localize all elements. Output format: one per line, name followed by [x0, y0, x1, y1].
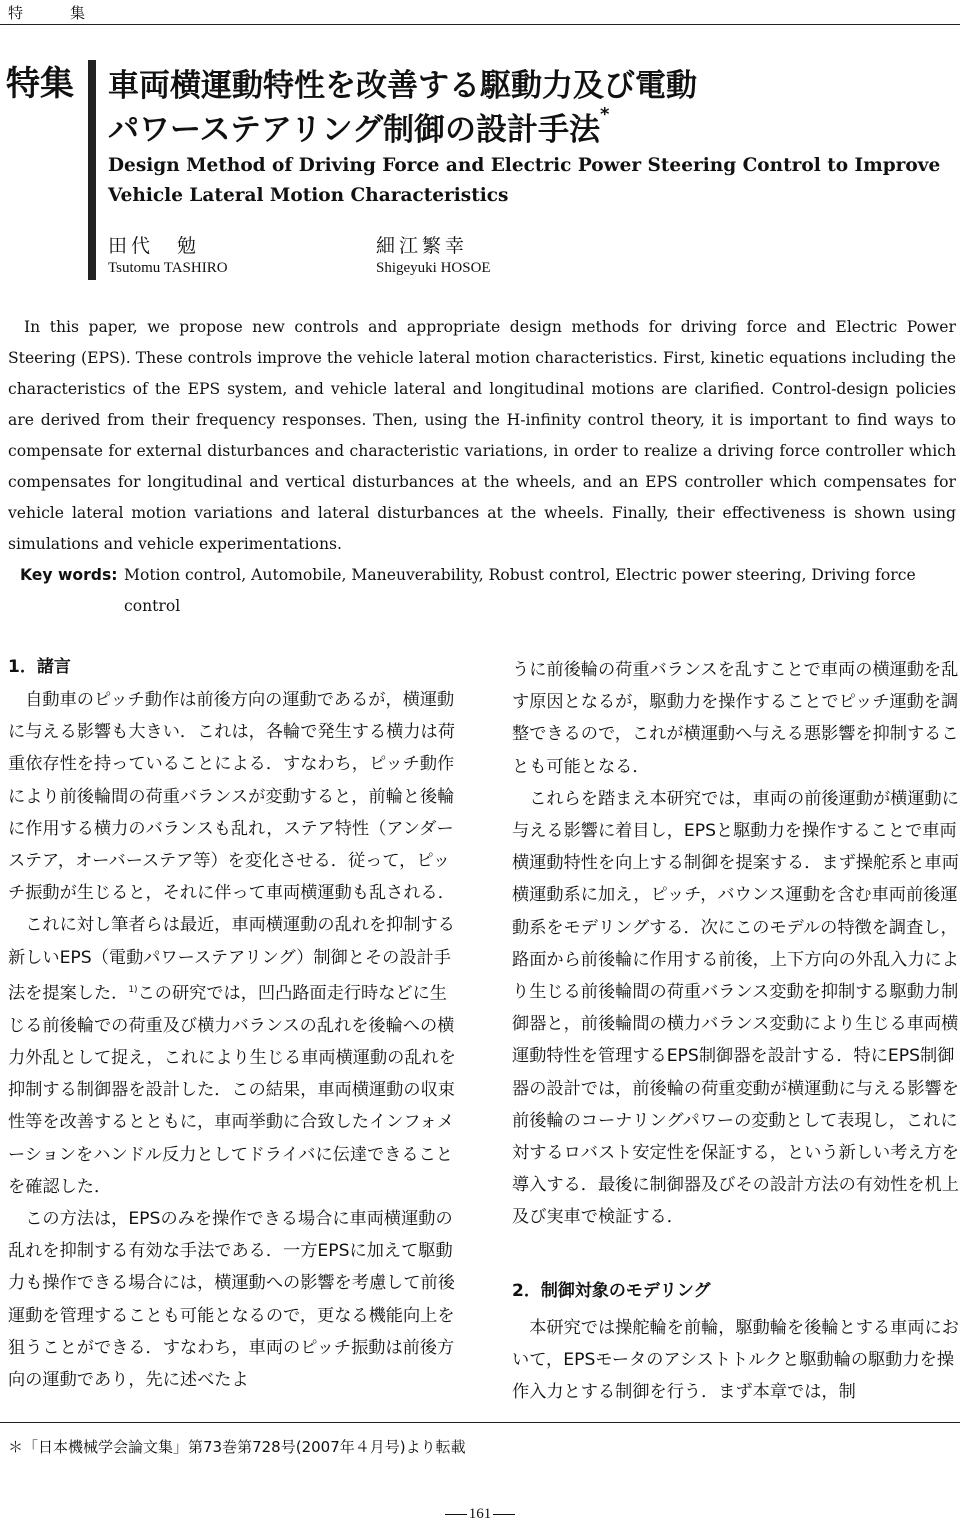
s1-para2: [8, 909, 456, 1203]
page-number-text: 161: [468, 1506, 492, 1522]
title-en-line1: Design Method of Driving Force and Electric Power Steering Control to Improve: [108, 155, 941, 176]
section2-body: [512, 1312, 960, 1409]
s1-para2-text: これに対し筆者らは最近，車両横運動の乱れを抑制する新しいEPS（電動パワーステアリング）制御とその設計手法を提案した．: [8, 915, 455, 1004]
s1-para3: この方法は，EPSのみを操作できる場合に車両横運動の乱れを抑制する有効な手法である．一方EPSに加えて駆動力も操作できる場合には，横運動への影響を考慮して前後運動を管理することも可能となるので，更なる機能向上を狙うことができる．すなわち，車両のピッチ振動は前後方向の運動であり，先に述べたよ: [8, 1208, 455, 1390]
left-column: [8, 684, 456, 1396]
author1-name-ja: 田代 勉: [108, 235, 201, 257]
footnote: ＊「日本機械学会論文集」第73巻第728号(2007年４月号)より転載: [8, 1438, 466, 1456]
right-column: [512, 654, 960, 1234]
feature-mark: 特集: [6, 64, 74, 104]
ref-mark: 1): [128, 984, 138, 995]
author2-name-en: Shigeyuki HOSOE: [376, 260, 491, 276]
keywords: [20, 560, 956, 622]
title-ja-marker: *: [599, 104, 610, 125]
title-bar: [88, 60, 96, 280]
s2-para1: 本研究では操舵輪を前輪，駆動輪を後輪とする車両において，EPSモータのアシストトルクと駆動輪の駆動力を操作入力とする制御を行う．まず本章では，制: [512, 1318, 959, 1403]
title-en-line2: Vehicle Lateral Motion Characteristics: [108, 185, 509, 206]
section1-heading: 1．諸言: [8, 657, 71, 677]
title-ja-line2-text: パワーステアリング制御の設計手法: [108, 112, 600, 148]
abstract: [8, 312, 956, 560]
section2-heading: 2．制御対象のモデリング: [512, 1281, 711, 1301]
s1-cont-para2: これらを踏まえ本研究では，車両の前後運動が横運動に与える影響に着目し，EPSと駆動力を操作することで車両横運動特性を向上する制御を提案する．まず操舵系と車両横運動系に加え，ピッチ，バウンス運動を含む車両前後運動系をモデリングする．次にこのモデルの特徴を調査し，路面から前後輪に作用する前後，上下方向の外乱入力により生じる前後輪間の荷重バランス変動を抑制する駆動力制御器と，前後輪間の横力バランス変動により生じる車両横運動特性を管理するEPS制御器を設計する．特にEPS制御器の設計では，前後輪の荷重変動が横運動に与える影響を前後輪のコーナリングパワーの変動として表現し，これに対するロバスト安定性を保証する，という新しい考え方を導入する．最後に制御器及びその設計方法の有効性を机上及び実車で検証する．: [512, 788, 959, 1228]
author1-name-en: Tsutomu TASHIRO: [108, 260, 228, 276]
section-label: 特 集: [8, 4, 102, 22]
s1-cont-para1: うに前後輪の荷重バランスを乱すことで車両の横運動を乱す原因となるが，駆動力を操作することでピッチ運動を調整できるので，これが横運動へ与える悪影響を抑制することも可能となる．: [512, 660, 959, 777]
footnote-rule: [0, 1422, 960, 1423]
keywords-line2: control: [124, 597, 181, 615]
s1-para1: 自動車のピッチ動作は前後方向の運動であるが，横運動に与える影響も大きい．これは，各輪で発生する横力は荷重依存性を持っていることによる．すなわち，ピッチ動作により前後輪間の荷重バランスが変動すると，前輪と後輪に作用する横力のバランスも乱れ，ステア特性（アンダーステア，オーバーステア等）を変化させる．従って，ピッチ振動が生じると，それに伴って車両横運動も乱される．: [8, 690, 455, 904]
title-ja-line1: 車両横運動特性を改善する駆動力及び電動: [108, 68, 697, 104]
page-number: [0, 1506, 960, 1523]
title-ja-line2: [108, 104, 609, 149]
abstract-text: In this paper, we propose new controls and appropriate design methods for driving force and Electric Power Steering (EPS). These controls improve the vehicle lateral motion characteristics. First, kinetic equations including the characteristics of the EPS system, and vehicle lateral and longitudinal motions are clarified. Control-design policies are derived from their frequency responses. Then, using the H-infinity control theory, it is important to find ways to compensate for external disturbances and characteristic variations, in order to realize a driving force controller which compensates for longitudinal and vertical disturbances at the wheels, and an EPS controller which compensates for vehicle lateral motion variations and lateral disturbances at the wheels. Finally, their effectiveness is shown using simulations and vehicle experimentations.: [8, 318, 956, 553]
keywords-label: Key words:: [20, 566, 118, 584]
header-rule: [0, 24, 960, 25]
author2-name-ja: 細江繁幸: [376, 235, 469, 257]
s1-para2b-text: この研究では，凹凸路面走行時などに生じる前後輪での荷重及び横力バランスの乱れを後輪への横力外乱として捉え，これにより生じる車両横運動の乱れを抑制する制御器を設計した．この結果，車両横運動の収束性等を改善するとともに，車両挙動に合致したインフォメーションをハンドル反力としてドライバに伝達できることを確認した．: [8, 983, 456, 1197]
keywords-line1: Motion control, Automobile, Maneuverability, Robust control, Electric power steering, Driving force: [124, 566, 916, 584]
